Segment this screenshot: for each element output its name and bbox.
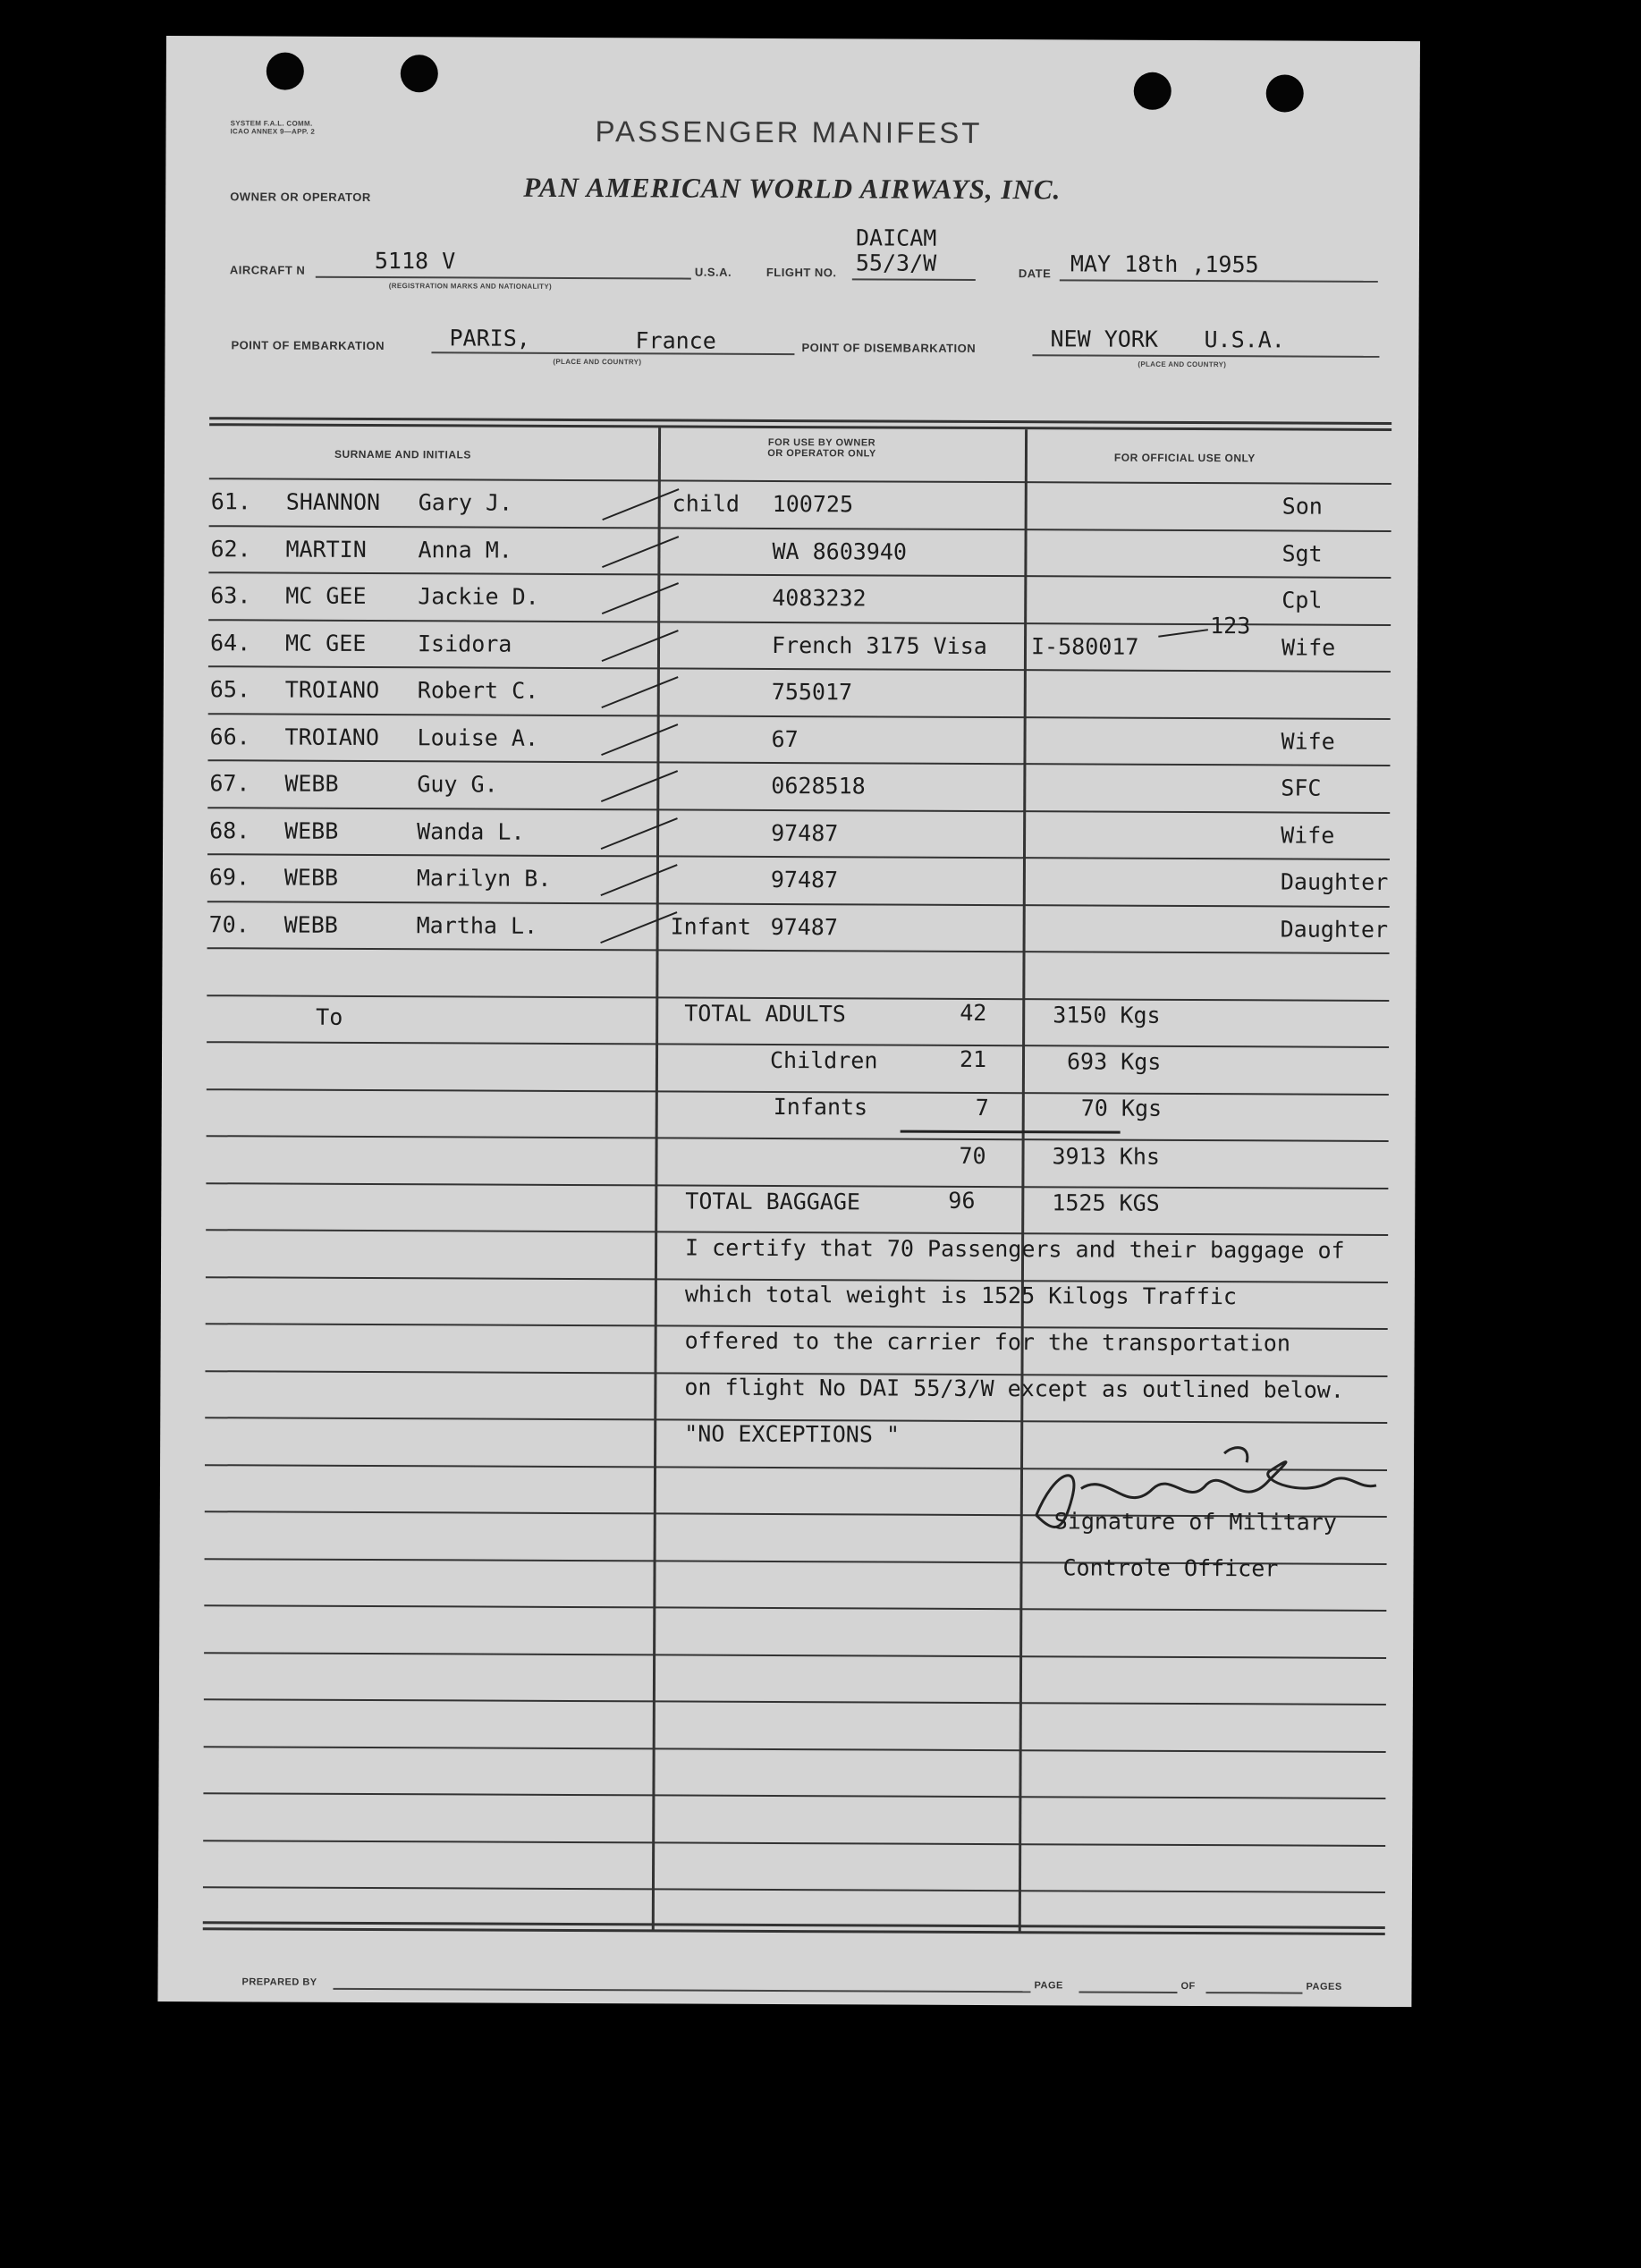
infants-count: 7 <box>975 1094 989 1121</box>
annotation-123: 123 <box>1210 613 1251 639</box>
passenger-id: 4083232 <box>772 584 867 612</box>
of-label: OF <box>1180 1980 1196 1993</box>
form-code-line1: SYSTEM F.A.L. COMM. <box>230 119 313 128</box>
check-mark <box>602 536 679 568</box>
column-divider <box>1019 429 1028 1932</box>
passenger-surname: TROIANO <box>284 676 380 704</box>
passenger-given: Marilyn B. <box>416 865 552 892</box>
passenger-number: 64. <box>209 629 251 656</box>
aircraft-sub: (REGISTRATION MARKS AND NATIONALITY) <box>388 282 553 291</box>
infants-weight: 70 Kgs <box>1080 1095 1163 1121</box>
passenger-id: 755017 <box>771 678 853 706</box>
passenger-official-left: I-580017 <box>1030 632 1139 660</box>
passenger-number: 70. <box>208 910 250 937</box>
punch-hole <box>401 55 438 92</box>
passenger-official-right: Daughter <box>1280 915 1389 943</box>
check-mark <box>602 582 679 614</box>
check-mark <box>600 864 677 896</box>
passenger-number: 62. <box>210 535 251 562</box>
owner-value: PAN AMERICAN WORLD AIRWAYS, INC. <box>523 171 1062 206</box>
row-rule <box>203 1840 1385 1847</box>
check-mark <box>600 911 677 944</box>
passenger-given: Guy G. <box>417 771 498 798</box>
passenger-id: 97487 <box>770 913 838 940</box>
passenger-number: 67. <box>209 770 250 797</box>
col-owner-header-line2: OR OPERATOR ONLY <box>767 447 876 460</box>
row-rule <box>204 1746 1386 1753</box>
usa-label: U.S.A. <box>694 265 732 279</box>
passenger-id: 67 <box>771 725 799 752</box>
passenger-surname: TROIANO <box>284 724 380 750</box>
punch-hole <box>266 52 304 89</box>
total-count: 70 <box>959 1142 986 1170</box>
passenger-id: 0628518 <box>771 772 866 800</box>
passenger-number: 65. <box>209 676 251 703</box>
row-rule <box>208 571 1391 579</box>
embark-sub: (PLACE AND COUNTRY) <box>553 357 642 367</box>
row-rule <box>207 853 1390 860</box>
form-title: PASSENGER MANIFEST <box>595 114 983 149</box>
passenger-surname: WEBB <box>284 817 339 844</box>
row-rule <box>204 1698 1386 1705</box>
embark-place: PARIS, <box>449 325 530 351</box>
passenger-official-right: Wife <box>1281 821 1335 849</box>
passenger-official-right: SFC <box>1281 774 1322 801</box>
form-code <box>231 119 316 135</box>
baggage-weight: 1525 KGS <box>1052 1189 1160 1216</box>
check-mark <box>601 676 678 708</box>
passenger-given: Gary J. <box>418 489 513 516</box>
col-surname-header: SURNAME AND INITIALS <box>334 447 471 461</box>
certification-line: on flight No DAI 55/3/W except as outlined below. <box>684 1374 1344 1403</box>
row-rule <box>207 759 1390 766</box>
passenger-given: Wanda L. <box>417 817 525 845</box>
passenger-given: Jackie D. <box>418 583 539 610</box>
form-code-line2: ICAO ANNEX 9—APP. 2 <box>230 127 316 136</box>
row-rule <box>209 525 1391 532</box>
passenger-surname: MARTIN <box>285 536 367 563</box>
passenger-number: 68. <box>209 817 250 843</box>
subtotal-rule <box>901 1130 1121 1134</box>
children-count: 21 <box>959 1045 987 1073</box>
passenger-given: Anna M. <box>418 536 512 563</box>
row-rule <box>209 478 1391 485</box>
passenger-id: 97487 <box>770 866 839 893</box>
row-rule <box>203 1792 1385 1799</box>
passenger-given: Martha L. <box>416 911 538 939</box>
col-owner-header <box>728 437 916 460</box>
passenger-number: 61. <box>210 488 251 515</box>
table-bottom-rule <box>203 1927 1385 1935</box>
passenger-surname: WEBB <box>283 864 339 891</box>
row-rule <box>208 713 1391 720</box>
flight-label: FLIGHT NO. <box>766 265 837 280</box>
aircraft-label: AIRCRAFT N <box>229 263 306 277</box>
punch-hole <box>1134 72 1172 110</box>
certification-line: "NO EXCEPTIONS " <box>684 1420 901 1448</box>
passenger-id: 100725 <box>772 490 854 518</box>
passenger-official-right: Cpl <box>1282 587 1323 614</box>
column-divider <box>652 427 661 1930</box>
passenger-id: WA 8603940 <box>772 537 908 565</box>
passenger-number: 69. <box>208 864 250 891</box>
annotation-dash <box>1158 629 1208 638</box>
passenger-official-right: Wife <box>1281 633 1336 661</box>
flight-prefix: DAICAM <box>855 224 937 251</box>
adults-count: 42 <box>960 999 987 1027</box>
row-rule <box>208 665 1391 673</box>
to-label: To <box>316 1003 343 1030</box>
check-mark <box>602 488 679 520</box>
total-weight: 3913 Khs <box>1052 1143 1161 1170</box>
disembark-country: U.S.A. <box>1204 326 1285 353</box>
passenger-note: Infant <box>670 912 752 940</box>
col-owner-header-line1: FOR USE BY OWNER <box>767 436 876 449</box>
certification-line: which total weight is 1525 Kilogs Traffic <box>684 1281 1238 1310</box>
check-mark <box>601 724 678 756</box>
passenger-id: 97487 <box>771 819 839 846</box>
passenger-given: Louise A. <box>417 724 539 751</box>
check-mark <box>601 770 678 802</box>
passenger-surname: WEBB <box>283 911 338 938</box>
date-label: DATE <box>1018 267 1052 281</box>
pages-label: PAGES <box>1306 1981 1342 1993</box>
owner-label: OWNER OR OPERATOR <box>230 190 371 204</box>
signature-caption: Signature of Military <box>1053 1508 1337 1536</box>
row-rule <box>207 807 1390 814</box>
check-mark <box>602 630 679 662</box>
children-weight: 693 Kgs <box>1066 1048 1162 1075</box>
passenger-official-right: Wife <box>1281 727 1335 755</box>
passenger-official-right: Son <box>1282 493 1323 520</box>
adults-weight: 3150 Kgs <box>1053 1002 1161 1028</box>
disembark-sub: (PLACE AND COUNTRY) <box>1138 360 1227 369</box>
passenger-given: Isidora <box>417 630 512 657</box>
certification-line: offered to the carrier for the transportation <box>684 1327 1291 1357</box>
passenger-given: Robert C. <box>417 677 539 704</box>
aircraft-value: 5118 V <box>374 248 456 275</box>
table-top-rule <box>209 423 1391 431</box>
baggage-count: 96 <box>948 1187 976 1214</box>
row-rule <box>204 1652 1386 1659</box>
baggage-label: TOTAL BAGGAGE <box>685 1188 861 1215</box>
passenger-number: 66. <box>209 723 250 749</box>
passenger-id: French 3175 Visa <box>771 631 987 659</box>
row-rule <box>204 1604 1386 1612</box>
passenger-surname: MC GEE <box>285 582 367 609</box>
infants-label: Infants <box>773 1093 868 1121</box>
embark-label: POINT OF EMBARKATION <box>231 338 385 353</box>
punch-hole <box>1266 74 1304 112</box>
disembark-place: NEW YORK <box>1050 326 1159 352</box>
row-rule <box>207 947 1390 954</box>
passenger-surname: MC GEE <box>284 630 367 656</box>
passenger-note: child <box>672 490 740 517</box>
manifest-sheet <box>157 36 1420 2007</box>
date-value: MAY 18th ,1955 <box>1070 250 1259 278</box>
passenger-surname: WEBB <box>284 770 339 797</box>
children-label: Children <box>769 1046 878 1074</box>
row-rule <box>207 901 1390 908</box>
check-mark <box>601 817 678 850</box>
passenger-surname: SHANNON <box>285 488 381 516</box>
certification-line: I certify that 70 Passengers and their baggage of <box>685 1234 1345 1264</box>
row-rule <box>207 1135 1389 1142</box>
col-official-header: FOR OFFICIAL USE ONLY <box>1113 451 1256 465</box>
embark-country: France <box>635 327 716 354</box>
passenger-official-right: Daughter <box>1280 868 1389 895</box>
disembark-label: POINT OF DISEMBARKATION <box>801 341 977 355</box>
prepared-label: PREPARED BY <box>241 1976 317 1988</box>
row-rule <box>203 1886 1385 1893</box>
page-label: PAGE <box>1034 1980 1063 1992</box>
passenger-number: 63. <box>210 582 251 609</box>
adults-label: TOTAL ADULTS <box>684 1000 846 1028</box>
signature-caption: Controle Officer <box>1062 1554 1279 1582</box>
flight-value: 55/3/W <box>855 250 937 276</box>
passenger-official-right: Sgt <box>1282 539 1323 567</box>
